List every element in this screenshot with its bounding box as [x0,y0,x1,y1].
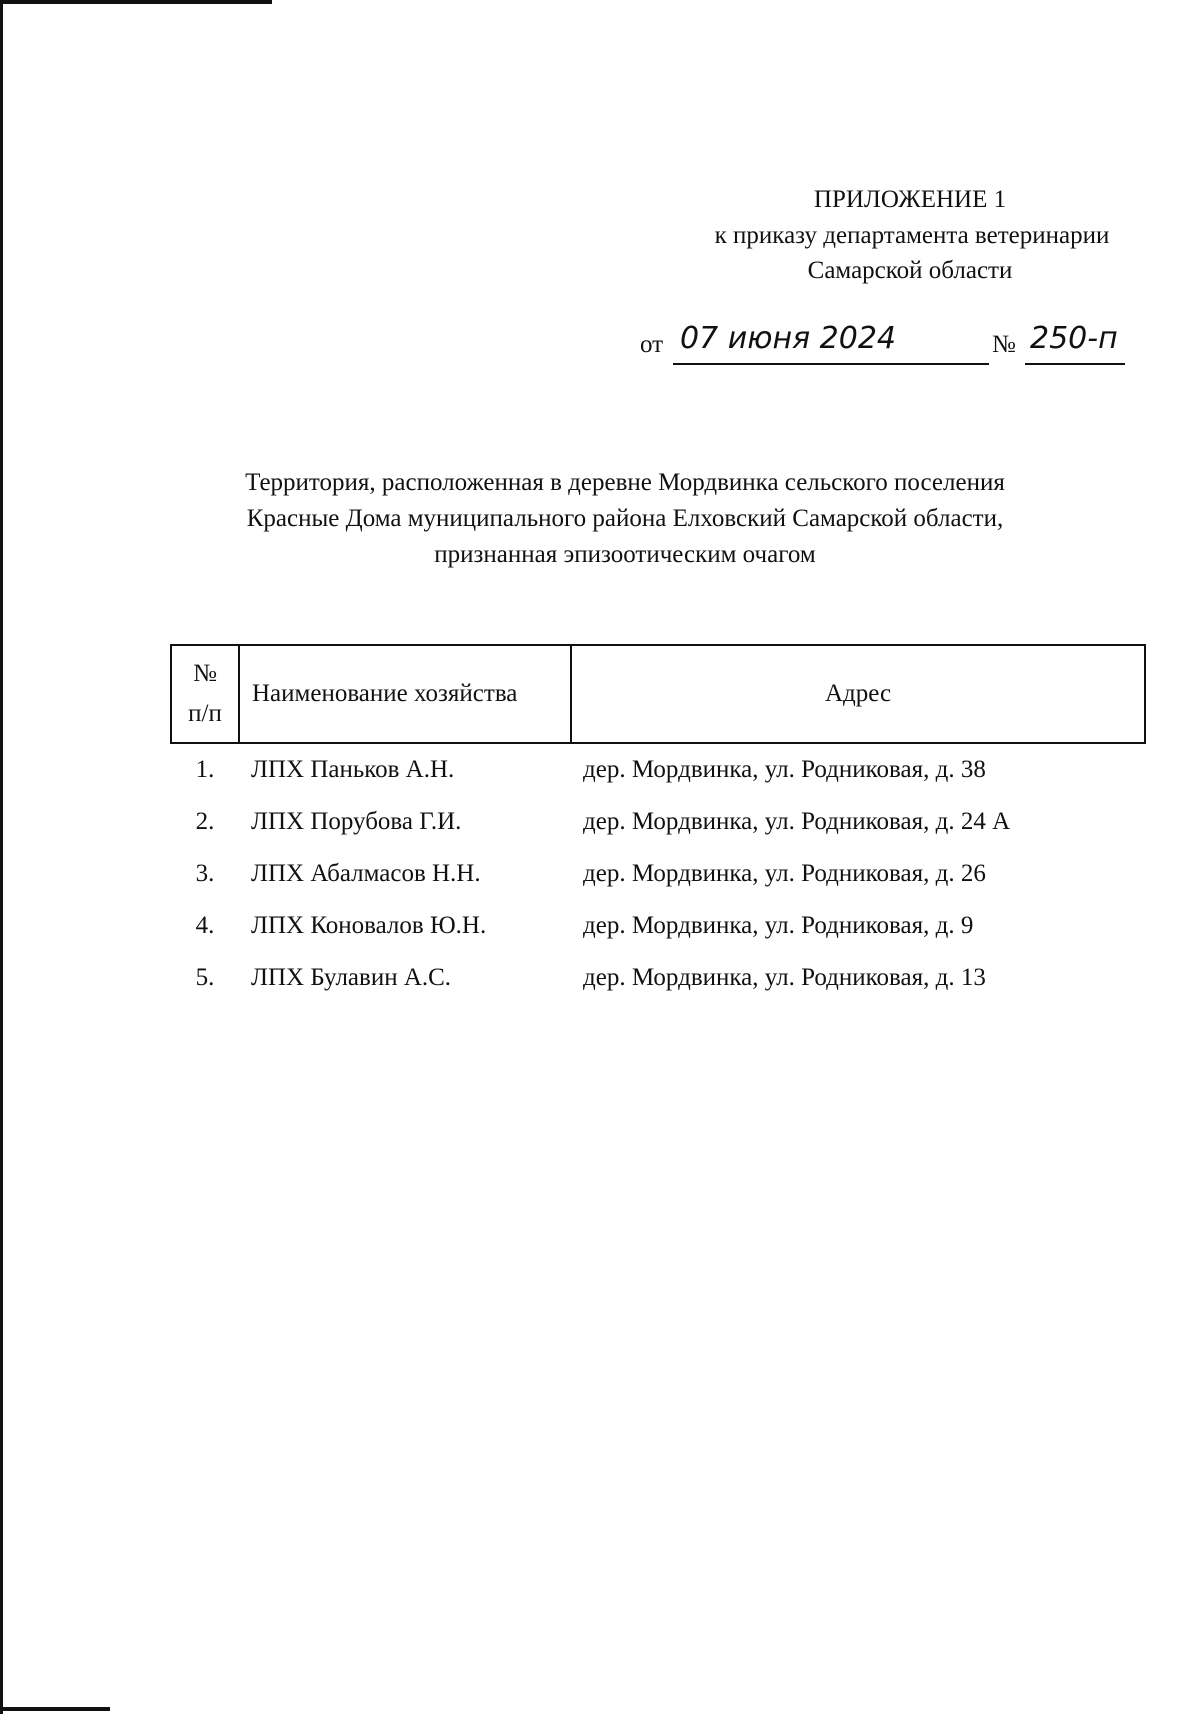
row-number: 1. [195,756,215,783]
order-number-label: № [992,331,1016,358]
document-title [150,465,1100,573]
row-address: дер. Мордвинка, ул. Родниковая, д. 13 [583,964,986,991]
scan-edge-left [0,0,3,1714]
row-address: дер. Мордвинка, ул. Родниковая, д. 24 А [583,808,1011,835]
table-row [171,743,1145,796]
order-reference [640,321,1140,365]
appendix-reference: к приказу департамента ветеринарии [714,222,1110,249]
row-address: дер. Мордвинка, ул. Родниковая, д. 26 [583,860,986,887]
order-number-underline [1025,363,1125,365]
table-header-row [171,645,1145,743]
farms-table [170,644,1146,1004]
row-farm-name: ЛПХ Паньков А.Н. [251,756,455,783]
row-number: 2. [195,808,215,835]
row-farm-name: ЛПХ Булавин А.С. [251,964,452,991]
row-number: 4. [195,912,215,939]
order-number-handwritten: 250-п [1030,321,1118,356]
row-address: дер. Мордвинка, ул. Родниковая, д. 38 [583,756,986,783]
header-number-abbr: п/п [188,700,222,727]
order-date-handwritten: 07 июня 2024 [680,321,897,356]
appendix-region: Самарской области [807,257,1013,284]
title-line-2: Красные Дома муниципального района Елховский Самарской области, [246,505,1004,532]
table-row [171,952,1145,1004]
scan-edge-top [0,0,272,4]
header-number-sign: № [193,660,217,687]
header-number [171,645,239,743]
table-row [171,848,1145,900]
title-line-1: Территория, расположенная в деревне Мордвинка сельского поселения [245,469,1005,496]
title-line-3: признанная эпизоотическим очагом [434,541,816,568]
row-address: дер. Мордвинка, ул. Родниковая, д. 9 [583,912,974,939]
appendix-title: ПРИЛОЖЕНИЕ 1 [813,186,1007,213]
row-farm-name: ЛПХ Абалмасов Н.Н. [251,860,481,887]
row-number: 3. [195,860,215,887]
row-farm-name: ЛПХ Порубова Г.И. [251,808,462,835]
order-date-underline [673,363,989,365]
row-farm-name: ЛПХ Коновалов Ю.Н. [251,912,487,939]
table-row [171,900,1145,952]
header-address: Адрес [571,645,1145,743]
table-row [171,796,1145,848]
row-number: 5. [195,964,215,991]
scan-edge-bottom [0,1707,110,1711]
order-date-label: от [640,331,664,358]
header-name: Наименование хозяйства [239,645,571,743]
